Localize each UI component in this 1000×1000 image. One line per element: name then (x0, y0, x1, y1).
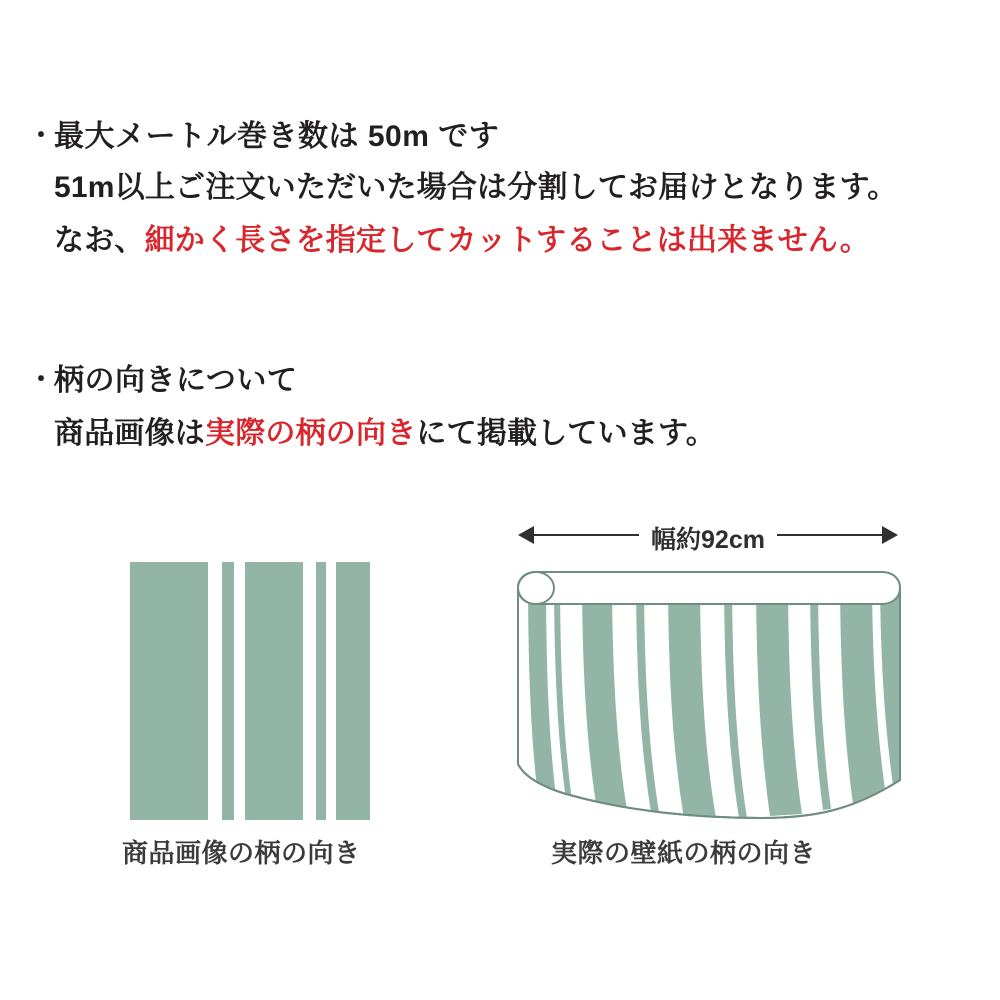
stripe (222, 562, 234, 820)
stripe (336, 562, 370, 820)
max-meter-note-2 (54, 219, 972, 263)
roll-end-cap (518, 572, 554, 604)
section-max-meter (28, 118, 972, 263)
direction-heading: 柄の向きについて (54, 364, 298, 397)
stripe (316, 562, 326, 820)
width-dimension (518, 518, 898, 552)
roll-illustration (510, 550, 910, 820)
max-meter-note-1: 51m以上ご注文いただいた場合は分割してお届けとなります。 (54, 170, 898, 204)
max-meter-note-2-prefix: なお、 (54, 224, 145, 257)
roll-top-edge (518, 572, 900, 604)
stripe (130, 562, 208, 820)
left-figure-caption: 商品画像の柄の向き (122, 838, 361, 868)
direction-heading-row (28, 362, 972, 400)
direction-note (54, 412, 972, 456)
max-meter-heading-row (28, 118, 972, 156)
direction-note-prefix: 商品画像は (54, 416, 205, 450)
right-figure-caption: 実際の壁紙の柄の向き (551, 838, 817, 868)
direction-note-suffix: にて掲載しています。 (416, 416, 717, 450)
max-meter-note-2-emphasis: 細かく長さを指定してカットすることは出来ません。 (144, 224, 871, 257)
stripe (245, 562, 303, 820)
max-meter-heading: 最大メートル巻き数は 50m です (54, 120, 500, 153)
bullet-icon: ・ (28, 120, 55, 150)
wallpaper-roll-figure (510, 500, 910, 830)
direction-note-emphasis: 実際の柄の向き (205, 416, 417, 450)
product-image-swatch (130, 562, 370, 820)
section-pattern-direction (28, 362, 972, 455)
width-label: 幅約92cm (639, 526, 777, 554)
bullet-icon: ・ (28, 364, 55, 394)
figures-area (0, 500, 1000, 900)
